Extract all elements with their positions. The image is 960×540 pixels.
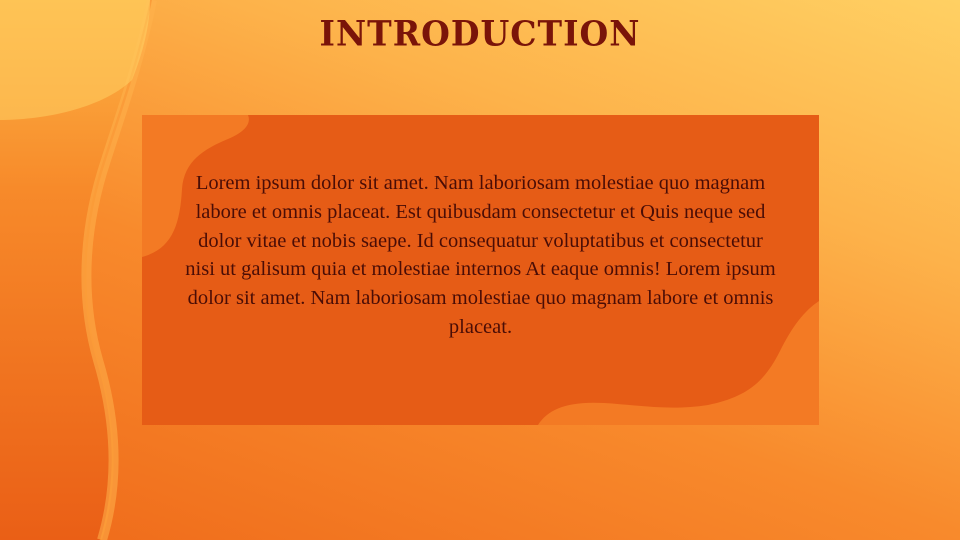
body-paragraph: Lorem ipsum dolor sit amet. Nam laboriosam molestiae quo magnam labore et omnis placeat. Est quibusdam consectetur et Quis neque sed dolor vitae et nobis saepe. Id consequatur voluptatibus et consectetur nisi ut galisum quia et molestiae internos At eaque omnis! Lorem ipsum dolor sit amet. Nam laboriosam molestiae quo magnam labore et omnis placeat. [185,172,776,338]
content-box [142,115,819,425]
slide-title: INTRODUCTION [319,13,641,54]
